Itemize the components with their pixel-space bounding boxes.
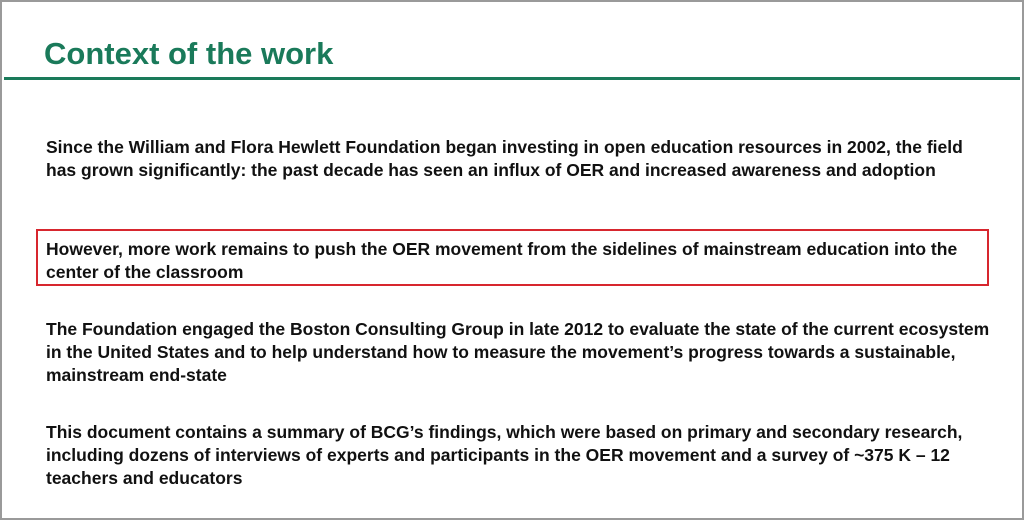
slide-title: Context of the work [44,36,334,71]
paragraph-engagement: The Foundation engaged the Boston Consulting Group in late 2012 to evaluate the state of the current ecosystem in the United States and to help understand how to measure the movement’s progress towards a sustainable, mainstream end-state [46,319,990,385]
paragraph-summary: This document contains a summary of BCG’s findings, which were based on primary and secondary research, including dozens of interviews of experts and participants in the OER movement and a survey of ~375 K – 12 teachers and educators [46,422,963,488]
paragraph-highlighted: However, more work remains to push the OER movement from the sidelines of mainstream education into the center of the classroom [46,239,958,282]
title-divider [4,77,1020,80]
paragraph-background: Since the William and Flora Hewlett Foundation began investing in open education resources in 2002, the field has grown significantly: the past decade has seen an influx of OER and increased awareness and adoption [46,137,963,180]
